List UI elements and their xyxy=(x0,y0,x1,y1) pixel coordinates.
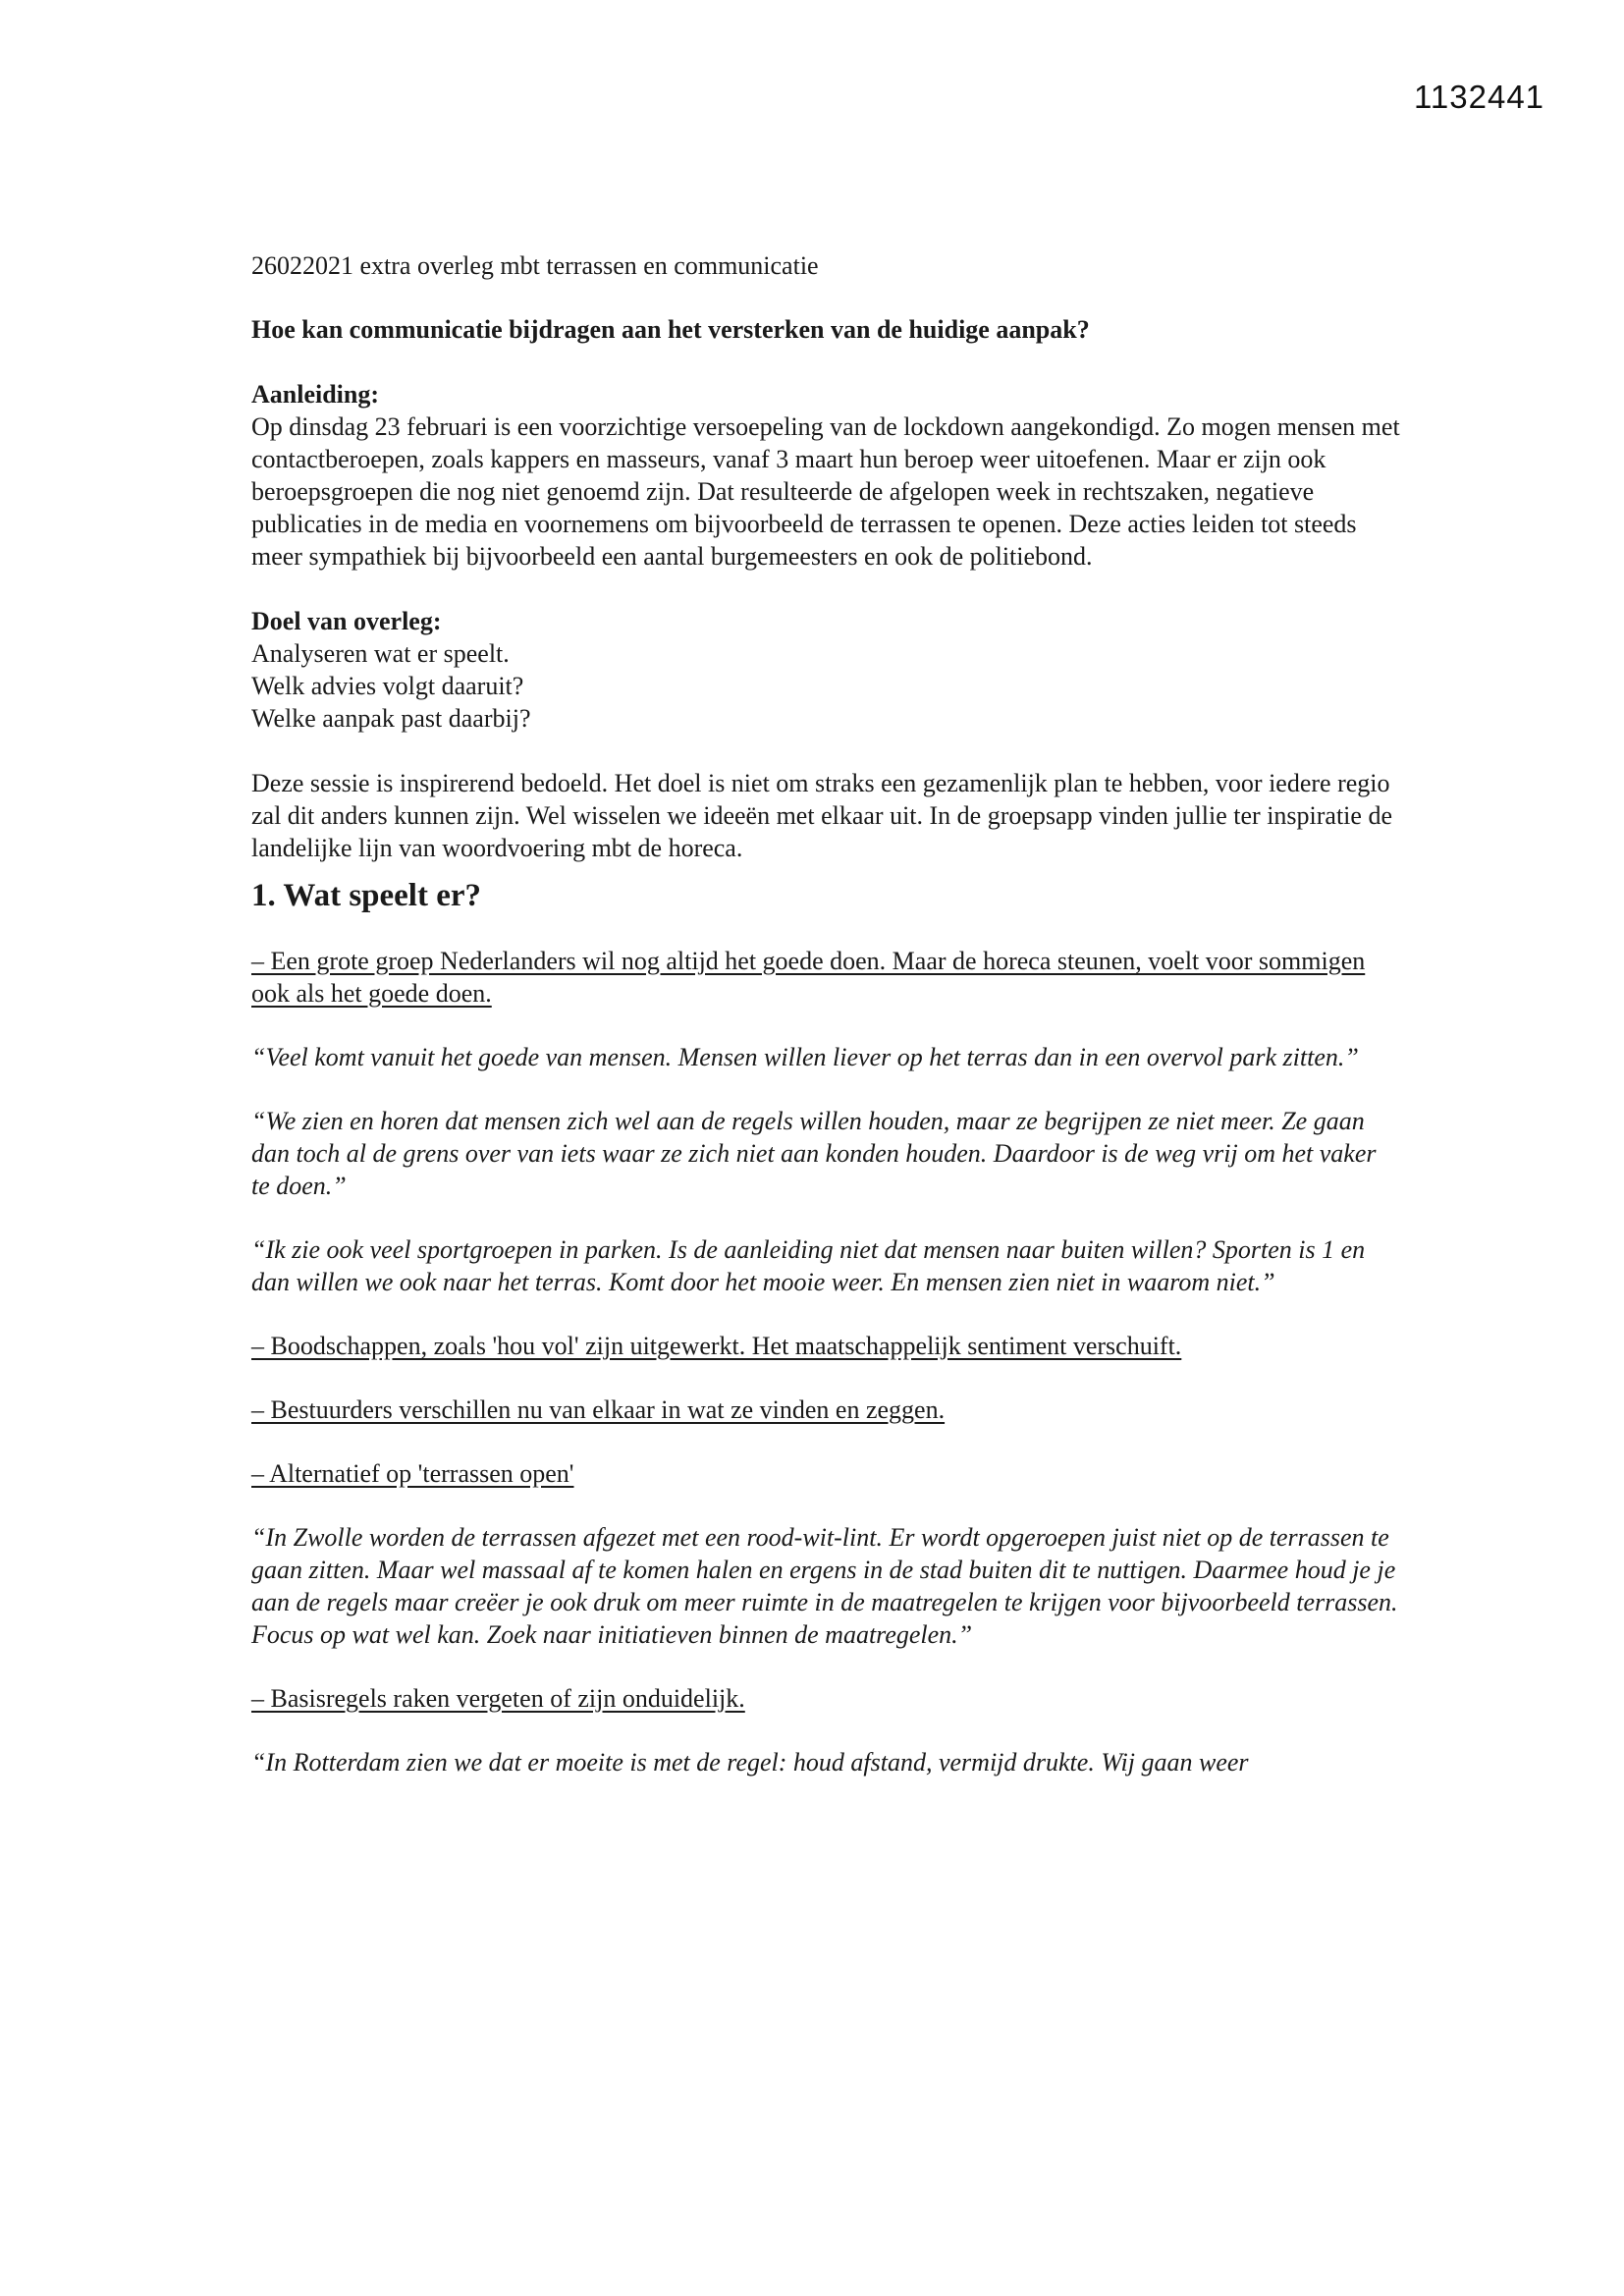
main-question: Hoe kan communicatie bijdragen aan het versterken van de huidige aanpak? xyxy=(251,315,1090,344)
quote-5: “In Rotterdam zien we dat er moeite is met de regel: houd afstand, vermijd drukte. Wij gaan weer xyxy=(251,1748,1249,1777)
aanleiding-section xyxy=(251,378,1400,573)
meeting-title: 26022021 extra overleg mbt terrassen en communicatie xyxy=(251,251,819,280)
point-2: – Boodschappen, zoals 'hou vol' zijn uitgewerkt. Het maatschappelijk sentiment verschuift. xyxy=(251,1332,1182,1360)
quote-2: “We zien en horen dat mensen zich wel aan de regels willen houden, maar ze begrijpen ze niet meer. Ze gaan dan toch al de grens over van iets waar ze zich niet aan konden houden. Daardoor is de weg vrij om het vaker te doen.” xyxy=(251,1107,1377,1200)
quote-1: “Veel komt vanuit het goede van mensen. Mensen willen liever op het terras dan in een overvol park zitten.” xyxy=(251,1043,1359,1071)
point-1: – Een grote groep Nederlanders wil nog altijd het goede doen. Maar de horeca steunen, voelt voor sommigen ook als het goede doen. xyxy=(251,947,1366,1008)
doel-label: Doel van overleg: xyxy=(251,607,442,635)
doel-line: Welke aanpak past daarbij? xyxy=(251,704,531,733)
sessie-paragraph: Deze sessie is inspirerend bedoeld. Het doel is niet om straks een gezamenlijk plan te hebben, voor iedere regio zal dit anders kunnen zijn. Wel wisselen we ideeën met elkaar uit. In de groepsapp vinden jullie ter inspiratie de landelijke lijn van woordvoering mbt de horeca. xyxy=(251,769,1392,862)
point-3: – Bestuurders verschillen nu van elkaar in wat ze vinden en zeggen. xyxy=(251,1395,946,1424)
doel-line: Analyseren wat er speelt. xyxy=(251,639,510,668)
section-heading: 1. Wat speelt er? xyxy=(251,878,482,913)
point-5: – Basisregels raken vergeten of zijn onduidelijk. xyxy=(251,1684,745,1713)
quote-4: “In Zwolle worden de terrassen afgezet met een rood-wit-lint. Er wordt opgeroepen juist niet op de terrassen te gaan zitten. Maar wel massaal af te komen halen en ergens in de stad buiten dit te nuttigen. Daarmee houd je je aan de regels maar creëer je ook druk om meer ruimte in de maatregelen te krijgen voor bijvoorbeeld terrassen. Focus op wat wel kan. Zoek naar initiatieven binnen de maatregelen.” xyxy=(251,1523,1398,1649)
doel-section xyxy=(251,605,1400,735)
document-body xyxy=(251,249,1400,1810)
aanleiding-label: Aanleiding: xyxy=(251,380,380,409)
quote-3: “Ik zie ook veel sportgroepen in parken. Is de aanleiding niet dat mensen naar buiten willen? Sporten is 1 en dan willen we ook naar het terras. Komt door het mooie weer. En mensen zien niet in waarom niet.” xyxy=(251,1235,1366,1296)
document-id: 1132441 xyxy=(1414,79,1545,115)
aanleiding-text: Op dinsdag 23 februari is een voorzichtige versoepeling van de lockdown aangekondigd. Zo mogen mensen met contactberoepen, zoals kappers en masseurs, vanaf 3 maart hun beroep weer uitoefenen. Maar er zijn ook beroepsgroepen die nog niet genoemd zijn. Dat resulteerde de afgelopen week in rechtszaken, negatieve publicaties in de media en voornemens om bijvoorbeeld de terrassen te openen. Deze acties leiden tot steeds meer sympathiek bij bijvoorbeeld een aantal burgemeesters en ook de politiebond. xyxy=(251,412,1400,571)
point-4: – Alternatief op 'terrassen open' xyxy=(251,1459,574,1488)
doel-line: Welk advies volgt daaruit? xyxy=(251,672,524,700)
